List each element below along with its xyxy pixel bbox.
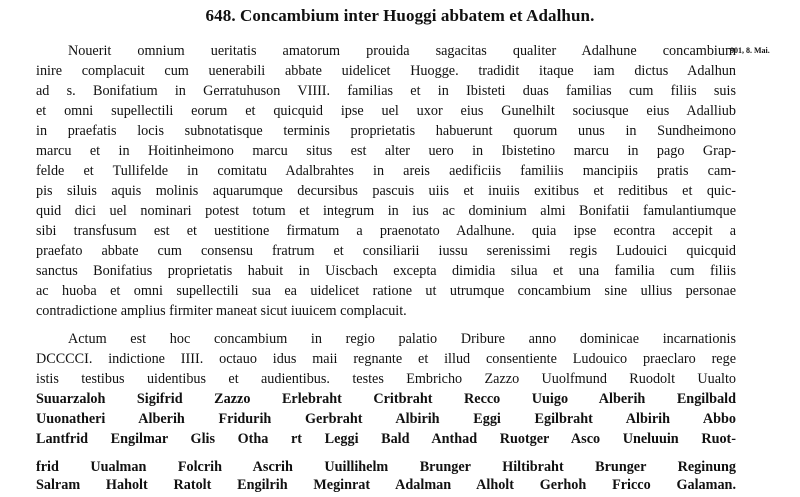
witness-line: Uuonatheri Alberih Fridurih Gerbraht Albirih Eggi Egilbraht Albirih Abbo bbox=[36, 411, 736, 427]
text-line: quid dici uel nominari potest totum et integrum in ius ac dominium almi Bonifatii famulantiumque bbox=[36, 203, 736, 219]
text-line: sibi transfusum est et uestitione firmatum a praenotato Adalhune. quia ipse econtra accepit a bbox=[36, 223, 736, 239]
witness-line: Salram Haholt Ratolt Engilrih Meginrat Adalman Alholt Gerhoh Fricco Galaman. bbox=[36, 477, 736, 493]
text-line: Nouerit omnium ueritatis amatorum prouida sagacitas qualiter Adalhune concambium bbox=[68, 43, 736, 59]
witness-line: Suuarzaloh Sigifrid Zazzo Erlebraht Critbraht Recco Uuigo Alberih Engilbald bbox=[36, 391, 736, 407]
document-title: 648. Concambium inter Huoggi abbatem et Adalhun. bbox=[205, 6, 595, 25]
text-line: marcu et in Hoitinheimono marcu situs est alter uero in Ibistetino marcu in pago Grap- bbox=[36, 143, 736, 159]
text-line: ac huoba et omni supellectili sua ea uidelicet ratione ut utrumque concambium sine ullius personae bbox=[36, 283, 736, 299]
text-line: felde et Tullifelde in comitatu Adalbrahtes in areis aedificiis familiis mancipiis pratis cam- bbox=[36, 163, 736, 179]
text-line: praefato abbate cum consensu fratrum et consiliarii iussu serenissimi regis Ludouici quicquid bbox=[36, 243, 736, 259]
text-line: DCCCCI. indictione IIII. octauo idus maii regnante et illud consentiente Ludouico praeclaro rege bbox=[36, 351, 736, 367]
text-line: inire complacuit cum uenerabili abbate uidelicet Huogge. tradidit itaque iam dictus Adalhun bbox=[36, 63, 736, 79]
witness-line: frid Uualman Folcrih Ascrih Uuillihelm Brunger Hiltibraht Brunger Reginung bbox=[36, 459, 736, 475]
text-line: Actum est hoc concambium in regio palatio Dribure anno dominicae incarnationis bbox=[68, 331, 736, 347]
text-line: contradictione amplius firmiter maneat sicut iuuicem complacuit. bbox=[36, 303, 407, 319]
text-line: et omni supellectili eorum et quicquid ipse uel uxor eius Gunelhilt sociusque eius Adalliub bbox=[36, 103, 736, 119]
text-line: ad s. Bonifatium in Gerratuhuson VIIII. familias et in Ibisteti duas familias cum filiis suis bbox=[36, 83, 736, 99]
text-line: istis testibus uidentibus et audientibus. testes Embricho Zazzo Uuolfmund Ruodolt Uualto bbox=[36, 371, 736, 387]
witness-line: Lantfrid Engilmar Glis Otha rt Leggi Bald Anthad Ruotger Asco Uneluuin Ruot- bbox=[36, 431, 736, 447]
text-line: pis siluis aquis molinis aquarumque decursibus pascuis uiis et inuiis exitibus et reditibus et quic- bbox=[36, 183, 736, 199]
date-marginal-note: 901, 8. Mai. bbox=[730, 46, 770, 55]
text-line: sanctus Bonifatius proprietatis habuit in Uiscbach excepta dimidia silua et una familia cum filiis bbox=[36, 263, 736, 279]
text-line: in praefatis locis subnotatisque terminis proprietatis habuerunt quorum unus in Sundheimono bbox=[36, 123, 736, 139]
